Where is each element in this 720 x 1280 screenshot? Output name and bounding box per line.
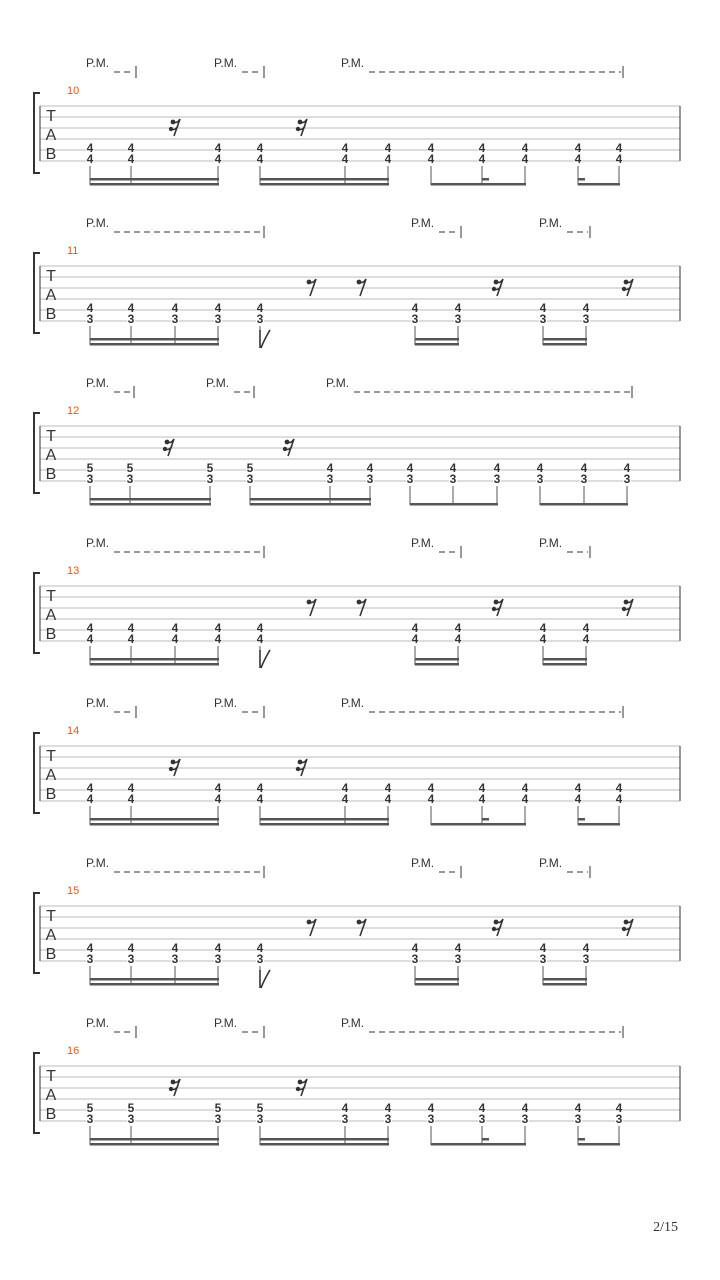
fret-number: 3 <box>366 472 374 486</box>
fret-number: 4 <box>449 461 457 475</box>
fret-number: 4 <box>427 141 435 155</box>
fret-number: 3 <box>384 1112 392 1126</box>
tab-system <box>34 376 680 506</box>
tab-system <box>34 216 680 348</box>
palm-mute-marking <box>539 216 590 238</box>
note-beam <box>410 503 498 506</box>
fret-number: 4 <box>521 141 529 155</box>
tab-clef <box>46 748 57 803</box>
palm-mute-marking <box>341 696 623 718</box>
fret-number: 4 <box>539 301 547 315</box>
palm-mute-marking <box>86 56 136 78</box>
fret-number: 4 <box>574 141 582 155</box>
fret-number: 4 <box>582 301 590 315</box>
palm-mute-marking <box>86 376 134 398</box>
palm-mute-marking <box>86 856 264 878</box>
fret-number: 3 <box>582 312 590 326</box>
fret-number: 4 <box>341 781 349 795</box>
fret-number: 4 <box>574 792 582 806</box>
fret-number: 4 <box>615 1101 623 1115</box>
fret-number: 5 <box>127 1101 135 1115</box>
fret-number: 3 <box>86 1112 94 1126</box>
fret-number: 4 <box>214 941 222 955</box>
palm-mute-label: P.M. <box>341 56 365 70</box>
tab-clef-a: A <box>45 287 57 304</box>
fret-number: 4 <box>478 141 486 155</box>
fret-number: 4 <box>582 941 590 955</box>
page-number: 2/15 <box>653 1220 678 1235</box>
fret-number: 3 <box>427 1112 435 1126</box>
fret-number: 5 <box>86 461 94 475</box>
tab-clef-a: A <box>45 927 57 944</box>
measure-number: 12 <box>67 405 80 417</box>
fret-number: 3 <box>171 312 179 326</box>
fret-number: 4 <box>384 1101 392 1115</box>
measure-number: 10 <box>67 85 80 97</box>
tab-note <box>406 461 414 505</box>
fret-number: 5 <box>214 1101 222 1115</box>
fret-number: 4 <box>454 301 462 315</box>
palm-mute-marking <box>341 56 623 78</box>
fret-number: 4 <box>86 301 94 315</box>
tab-clef-a: A <box>45 607 57 624</box>
fret-number: 4 <box>326 461 334 475</box>
fret-number: 4 <box>521 781 529 795</box>
palm-mute-marking <box>86 1016 136 1038</box>
fret-number: 4 <box>171 941 179 955</box>
palm-mute-marking <box>411 216 461 238</box>
fret-number: 5 <box>86 1101 94 1115</box>
fret-number: 4 <box>256 301 264 315</box>
fret-number: 4 <box>454 621 462 635</box>
fret-number: 4 <box>411 621 419 635</box>
palm-mute-label: P.M. <box>86 376 110 390</box>
fret-number: 3 <box>86 312 94 326</box>
fret-number: 4 <box>454 941 462 955</box>
palm-mute-label: P.M. <box>411 216 435 230</box>
tab-system <box>34 56 680 186</box>
fret-number: 4 <box>574 781 582 795</box>
fret-number: 4 <box>539 941 547 955</box>
fret-number: 4 <box>341 141 349 155</box>
tab-clef <box>46 108 57 163</box>
palm-mute-marking <box>214 1016 264 1038</box>
tab-clef <box>46 1068 57 1123</box>
measure-number: 11 <box>67 245 79 257</box>
fret-number: 5 <box>206 461 214 475</box>
fret-number: 4 <box>427 1101 435 1115</box>
palm-mute-label: P.M. <box>341 696 365 710</box>
tab-note <box>521 781 529 825</box>
palm-mute-marking <box>411 856 461 878</box>
fret-number: 3 <box>454 312 462 326</box>
fret-number: 5 <box>126 461 134 475</box>
fret-number: 3 <box>127 952 135 966</box>
note-beam <box>543 978 587 986</box>
fret-number: 4 <box>478 792 486 806</box>
tab-system <box>34 536 680 668</box>
fret-number: 4 <box>127 781 135 795</box>
palm-mute-marking <box>86 696 136 718</box>
fret-number: 3 <box>411 952 419 966</box>
fret-number: 4 <box>454 632 462 646</box>
tab-note <box>521 141 529 185</box>
tab-note <box>580 461 588 505</box>
fret-number: 4 <box>521 792 529 806</box>
fret-number: 4 <box>127 621 135 635</box>
fret-number: 3 <box>521 1112 529 1126</box>
fret-number: 4 <box>478 152 486 166</box>
tab-note <box>536 461 544 505</box>
palm-mute-marking <box>341 1016 623 1038</box>
fret-number: 3 <box>341 1112 349 1126</box>
measure-number: 16 <box>67 1045 80 1057</box>
fret-number: 4 <box>86 632 94 646</box>
fret-number: 4 <box>127 632 135 646</box>
fret-number: 4 <box>256 941 264 955</box>
fret-number: 4 <box>127 792 135 806</box>
tab-clef-t: T <box>46 108 56 125</box>
palm-mute-marking <box>86 536 264 558</box>
fret-number: 4 <box>615 792 623 806</box>
tab-clef-t: T <box>46 588 56 605</box>
tab-note <box>623 461 631 505</box>
tab-clef-t: T <box>46 428 56 445</box>
fret-number: 4 <box>582 632 590 646</box>
fret-number: 3 <box>214 312 222 326</box>
fret-number: 3 <box>478 1112 486 1126</box>
fret-number: 4 <box>574 1101 582 1115</box>
fret-number: 4 <box>214 301 222 315</box>
tab-note <box>427 141 435 185</box>
fret-number: 4 <box>384 781 392 795</box>
tab-clef <box>46 268 57 323</box>
fret-number: 3 <box>246 472 254 486</box>
fret-number: 4 <box>384 152 392 166</box>
fret-number: 4 <box>615 141 623 155</box>
palm-mute-marking <box>539 536 590 558</box>
tab-note <box>493 461 501 505</box>
fret-number: 3 <box>539 952 547 966</box>
note-beam <box>431 818 526 826</box>
fret-number: 3 <box>582 952 590 966</box>
tab-clef-a: A <box>45 127 57 144</box>
fret-number: 4 <box>582 621 590 635</box>
measure-number: 15 <box>67 885 80 897</box>
tab-note <box>449 461 457 505</box>
note-beam <box>90 498 211 506</box>
fret-number: 4 <box>214 621 222 635</box>
note-beam <box>540 503 628 506</box>
fret-number: 4 <box>86 781 94 795</box>
fret-number: 4 <box>580 461 588 475</box>
palm-mute-label: P.M. <box>341 1016 365 1030</box>
fret-number: 4 <box>478 1101 486 1115</box>
fret-number: 3 <box>256 312 264 326</box>
palm-mute-marking <box>326 376 632 398</box>
tab-note <box>615 781 623 825</box>
measure-number: 14 <box>67 725 80 737</box>
tab-clef-a: A <box>45 447 57 464</box>
fret-number: 4 <box>256 621 264 635</box>
fret-number: 4 <box>86 941 94 955</box>
fret-number: 4 <box>341 1101 349 1115</box>
note-beam <box>578 818 620 826</box>
tab-clef-b: B <box>45 626 57 643</box>
tab-note <box>427 1101 435 1145</box>
tab-clef-b: B <box>45 466 57 483</box>
palm-mute-label: P.M. <box>86 216 110 230</box>
note-beam <box>260 1138 389 1146</box>
fret-number: 3 <box>623 472 631 486</box>
fret-number: 3 <box>580 472 588 486</box>
note-beam <box>543 658 587 666</box>
fret-number: 4 <box>171 621 179 635</box>
palm-mute-label: P.M. <box>86 696 110 710</box>
fret-number: 4 <box>256 781 264 795</box>
fret-number: 4 <box>536 461 544 475</box>
fret-number: 4 <box>427 152 435 166</box>
fret-number: 4 <box>623 461 631 475</box>
fret-number: 4 <box>427 781 435 795</box>
note-beam <box>260 178 389 186</box>
fret-number: 4 <box>171 632 179 646</box>
tab-system <box>34 1016 680 1146</box>
tab-note <box>427 781 435 825</box>
fret-number: 4 <box>86 141 94 155</box>
palm-mute-marking <box>86 216 264 238</box>
tab-system <box>34 856 680 988</box>
system-bracket <box>34 253 40 333</box>
note-beam <box>90 818 219 826</box>
fret-number: 4 <box>521 1101 529 1115</box>
tab-note <box>615 1101 623 1145</box>
note-beam <box>90 978 219 986</box>
fret-number: 4 <box>539 621 547 635</box>
fret-number: 4 <box>539 632 547 646</box>
system-bracket <box>34 573 40 653</box>
fret-number: 4 <box>256 141 264 155</box>
system-bracket <box>34 733 40 813</box>
fret-number: 4 <box>256 792 264 806</box>
tab-note <box>521 1101 529 1145</box>
palm-mute-label: P.M. <box>86 56 110 70</box>
fret-number: 4 <box>127 152 135 166</box>
note-beam <box>578 178 620 186</box>
note-beam <box>260 818 389 826</box>
tab-clef <box>46 428 57 483</box>
fret-number: 4 <box>478 781 486 795</box>
fret-number: 3 <box>454 952 462 966</box>
fret-number: 3 <box>171 952 179 966</box>
fret-number: 3 <box>615 1112 623 1126</box>
palm-mute-marking <box>214 56 264 78</box>
note-beam <box>90 338 219 346</box>
palm-mute-label: P.M. <box>326 376 350 390</box>
fret-number: 4 <box>171 301 179 315</box>
fret-number: 4 <box>256 632 264 646</box>
system-bracket <box>34 413 40 493</box>
note-beam <box>415 658 459 666</box>
note-beam <box>415 338 459 346</box>
palm-mute-label: P.M. <box>539 856 563 870</box>
fret-number: 4 <box>574 152 582 166</box>
palm-mute-label: P.M. <box>411 856 435 870</box>
note-flag <box>260 330 270 348</box>
fret-number: 3 <box>206 472 214 486</box>
fret-number: 3 <box>126 472 134 486</box>
tab-clef-t: T <box>46 268 56 285</box>
fret-number: 4 <box>406 461 414 475</box>
fret-number: 3 <box>411 312 419 326</box>
fret-number: 3 <box>326 472 334 486</box>
staff-lines <box>40 746 680 801</box>
tab-clef-a: A <box>45 767 57 784</box>
fret-number: 4 <box>411 301 419 315</box>
note-beam <box>431 178 526 186</box>
fret-number: 4 <box>615 781 623 795</box>
fret-number: 4 <box>127 301 135 315</box>
note-flag <box>260 650 270 668</box>
fret-number: 4 <box>384 792 392 806</box>
fret-number: 3 <box>449 472 457 486</box>
fret-number: 3 <box>214 952 222 966</box>
palm-mute-label: P.M. <box>539 216 563 230</box>
note-beam <box>431 1138 526 1146</box>
fret-number: 3 <box>256 952 264 966</box>
tab-clef-t: T <box>46 1068 56 1085</box>
note-beam <box>90 1138 219 1146</box>
fret-number: 3 <box>256 1112 264 1126</box>
fret-number: 4 <box>411 632 419 646</box>
palm-mute-label: P.M. <box>411 536 435 550</box>
fret-number: 3 <box>127 312 135 326</box>
fret-number: 4 <box>127 941 135 955</box>
tab-clef-t: T <box>46 908 56 925</box>
palm-mute-label: P.M. <box>214 1016 238 1030</box>
fret-number: 4 <box>127 141 135 155</box>
fret-number: 4 <box>366 461 374 475</box>
note-beam <box>543 338 587 346</box>
fret-number: 4 <box>341 792 349 806</box>
tab-clef-t: T <box>46 748 56 765</box>
fret-number: 4 <box>86 152 94 166</box>
note-beam <box>90 658 219 666</box>
note-beam <box>250 498 371 506</box>
tab-system <box>34 696 680 826</box>
palm-mute-label: P.M. <box>539 536 563 550</box>
system-bracket <box>34 1053 40 1133</box>
palm-mute-marking <box>411 536 461 558</box>
fret-number: 4 <box>493 461 501 475</box>
system-bracket <box>34 893 40 973</box>
palm-mute-marking <box>206 376 254 398</box>
measure-number: 13 <box>67 565 80 577</box>
fret-number: 4 <box>214 632 222 646</box>
fret-number: 3 <box>214 1112 222 1126</box>
tab-clef-a: A <box>45 1087 57 1104</box>
fret-number: 4 <box>521 152 529 166</box>
note-flag <box>260 970 270 988</box>
note-beam <box>578 1138 620 1146</box>
fret-number: 5 <box>246 461 254 475</box>
palm-mute-label: P.M. <box>86 856 110 870</box>
palm-mute-label: P.M. <box>214 56 238 70</box>
fret-number: 4 <box>214 781 222 795</box>
fret-number: 3 <box>406 472 414 486</box>
fret-number: 3 <box>539 312 547 326</box>
palm-mute-label: P.M. <box>86 1016 110 1030</box>
tab-clef <box>46 588 57 643</box>
fret-number: 3 <box>86 472 94 486</box>
tab-note <box>615 141 623 185</box>
palm-mute-label: P.M. <box>214 696 238 710</box>
tab-clef-b: B <box>45 306 57 323</box>
palm-mute-label: P.M. <box>86 536 110 550</box>
fret-number: 4 <box>86 621 94 635</box>
note-beam <box>90 178 219 186</box>
fret-number: 4 <box>411 941 419 955</box>
tab-clef-b: B <box>45 946 57 963</box>
fret-number: 3 <box>493 472 501 486</box>
palm-mute-label: P.M. <box>206 376 230 390</box>
fret-number: 4 <box>214 141 222 155</box>
fret-number: 3 <box>86 952 94 966</box>
fret-number: 4 <box>384 141 392 155</box>
palm-mute-marking <box>214 696 264 718</box>
tab-clef-b: B <box>45 786 57 803</box>
tab-clef-b: B <box>45 1106 57 1123</box>
fret-number: 4 <box>341 152 349 166</box>
palm-mute-marking <box>539 856 590 878</box>
fret-number: 3 <box>536 472 544 486</box>
fret-number: 5 <box>256 1101 264 1115</box>
system-bracket <box>34 93 40 173</box>
fret-number: 4 <box>615 152 623 166</box>
tab-clef <box>46 908 57 963</box>
fret-number: 4 <box>214 792 222 806</box>
fret-number: 4 <box>256 152 264 166</box>
staff-lines <box>40 1066 680 1121</box>
fret-number: 4 <box>214 152 222 166</box>
fret-number: 3 <box>574 1112 582 1126</box>
note-beam <box>415 978 459 986</box>
fret-number: 4 <box>427 792 435 806</box>
tab-clef-b: B <box>45 146 57 163</box>
staff-lines <box>40 106 680 161</box>
fret-number: 3 <box>127 1112 135 1126</box>
fret-number: 4 <box>86 792 94 806</box>
